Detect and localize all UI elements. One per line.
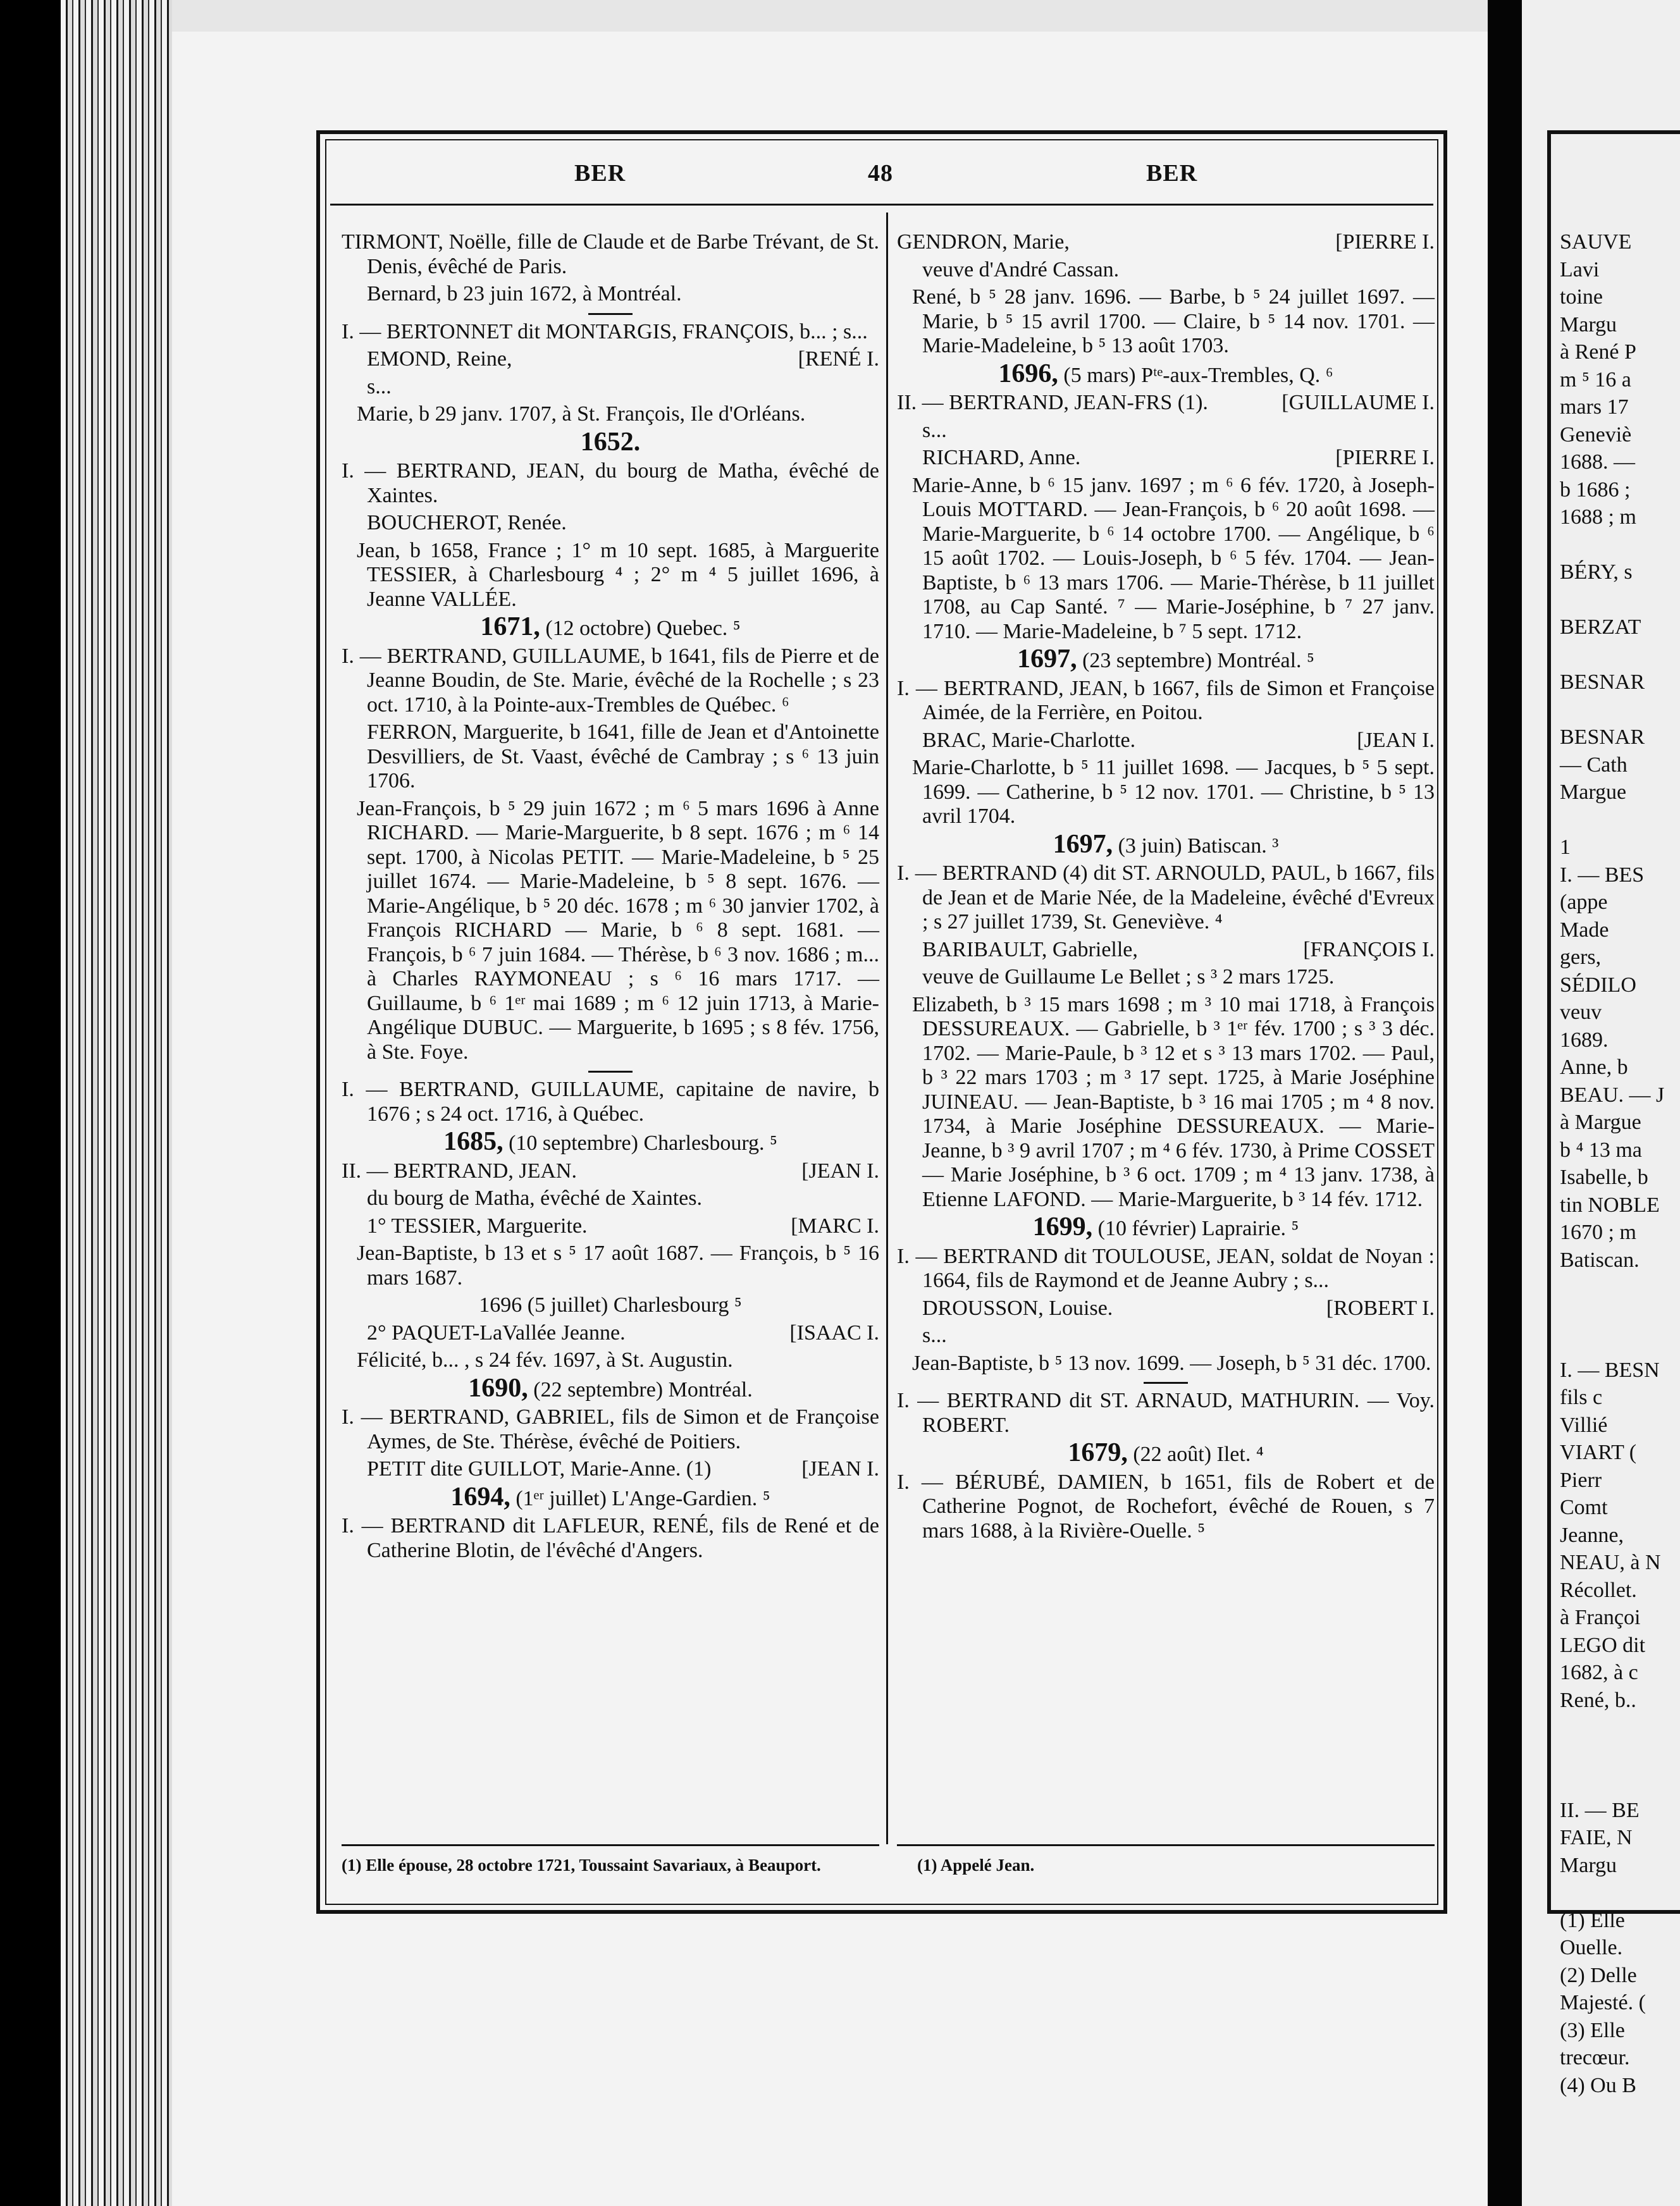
entry-text: 1696 (5 juillet) Charlesbourg ⁵ bbox=[479, 1293, 742, 1317]
next-page-line: b ⁴ 13 ma bbox=[1560, 1138, 1642, 1162]
entry-text: Jean-Baptiste, b 13 et s ⁵ 17 août 1687. — François, b ⁵ 16 mars 1687. bbox=[357, 1242, 879, 1290]
next-page-line: Anne, b bbox=[1560, 1056, 1628, 1079]
next-page-line: m ⁵ 16 a bbox=[1560, 367, 1631, 391]
next-page-line: Villié bbox=[1560, 1413, 1608, 1437]
genealogy-entry-line bbox=[897, 729, 1435, 753]
parent-reference: [FRANÇOIS I. bbox=[1303, 937, 1435, 961]
entry-text: BOUCHEROT, Renée. bbox=[367, 511, 567, 534]
genealogy-entry-line bbox=[342, 230, 879, 279]
entry-text: BARIBAULT, Gabrielle, bbox=[922, 937, 1138, 961]
entry-text: EMOND, Reine, bbox=[367, 347, 512, 371]
next-page-line: I. — BESN bbox=[1560, 1358, 1660, 1382]
genealogy-entry-line bbox=[897, 419, 1435, 443]
entry-text: PETIT dite GUILLOT, Marie-Anne. (1) bbox=[367, 1457, 712, 1481]
next-page-line: BESNAR bbox=[1560, 725, 1645, 749]
year-place: (3 juin) Batiscan. ³ bbox=[1113, 834, 1279, 858]
year-number: 1685, bbox=[443, 1127, 503, 1156]
next-page-line bbox=[1560, 698, 1680, 723]
running-head-left: BER bbox=[574, 160, 626, 187]
year-heading bbox=[897, 1212, 1435, 1242]
year-place: (12 octobre) Quebec. ⁵ bbox=[540, 617, 741, 640]
entry-text: 1° TESSIER, Marguerite. bbox=[367, 1214, 588, 1238]
next-page-line bbox=[1560, 1331, 1680, 1355]
entry-text: Jean, b 1658, France ; 1° m 10 sept. 1685, à Marguerite TESSIER, à Charlesbourg ⁴ ; 2° m ⁴ 5 juillet 1696, à Jeanne VALLÉE. bbox=[357, 538, 879, 611]
next-page-line: fils c bbox=[1560, 1386, 1603, 1409]
next-page-line: (3) Elle bbox=[1560, 2018, 1625, 2042]
next-page-line: trecœur. bbox=[1560, 2046, 1630, 2069]
parent-reference: [PIERRE I. bbox=[1335, 446, 1435, 469]
year-heading bbox=[897, 829, 1435, 859]
entry-separator bbox=[588, 1071, 633, 1073]
genealogy-entry-line bbox=[897, 258, 1435, 283]
genealogy-entry-line bbox=[342, 320, 879, 345]
entry-text: I. — BERTRAND, GUILLAUME, capitaine de navire, b 1676 ; s 24 oct. 1716, à Québec. bbox=[342, 1078, 879, 1126]
right-footnote-rule bbox=[897, 1844, 1435, 1846]
next-page-line: Geneviè bbox=[1560, 422, 1632, 447]
entry-text: I. — BERTRAND, JEAN, du bourg de Matha, évêché de Xaintes. bbox=[342, 459, 879, 507]
year-place: (23 septembre) Montréal. ⁵ bbox=[1077, 649, 1314, 672]
right-column bbox=[897, 230, 1435, 1546]
entry-text: BRAC, Marie-Charlotte. bbox=[922, 728, 1136, 752]
genealogy-entry-line bbox=[897, 1297, 1435, 1321]
next-page-line: FAIE, N bbox=[1560, 1826, 1633, 1849]
next-page-line bbox=[1560, 588, 1680, 613]
year-place: (10 février) Laprairie. ⁵ bbox=[1092, 1217, 1299, 1240]
entry-text: Elizabeth, b ³ 15 mars 1698 ; m ³ 10 mai 1718, à François DESSUREAUX. — Gabrielle, b ³ 1ᵉʳ fév. 1700 ; s ³ 3 déc. 1702. — Marie-Paule, b ³ 12 et s ³ 13 mars 1702. — Paul, b ³ 22 mars 1703 ; m ³ 17 sept. 1725, à Marie Joséphine JUINEAU. — Jean-Baptiste, b ³ 16 mai 1705 ; m ⁴ 8 nov. 1734, à Marie Joséphine DESSUREAUX. — Marie-Jeanne, b ³ 9 avril 1707 ; m ⁴ 6 fév. 1730, à Prime COSSET — Marie Joséphine, b ³ 6 oct. 1709 ; m ⁴ 13 janv. 1738, à Etienne LAFOND. — Marie-Marguerite, b ³ 14 fév. 1712. bbox=[912, 992, 1435, 1211]
year-heading bbox=[897, 644, 1435, 674]
next-page-line: II. — BE bbox=[1560, 1798, 1640, 1822]
next-page-line: BEAU. — J bbox=[1560, 1083, 1665, 1107]
year-place: (1ᵉʳ juillet) L'Ange-Gardien. ⁵ bbox=[510, 1486, 770, 1510]
entry-text: I. — BERTRAND dit ST. ARNAUD, MATHURIN. — Voy. ROBERT. bbox=[897, 1389, 1435, 1437]
next-page-line: VIART ( bbox=[1560, 1441, 1637, 1464]
next-page-line: Jeanne, bbox=[1560, 1523, 1624, 1547]
parent-reference: [GUILLAUME I. bbox=[1282, 391, 1435, 414]
next-page-fragment bbox=[1522, 0, 1680, 2206]
genealogy-entry-line bbox=[342, 402, 879, 427]
genealogy-entry-line bbox=[897, 938, 1435, 963]
book-edge-shadow bbox=[0, 0, 61, 2206]
parent-reference: [JEAN I. bbox=[1357, 728, 1435, 752]
genealogy-entry-line bbox=[897, 446, 1435, 471]
next-page-line: Majesté. ( bbox=[1560, 1991, 1646, 2014]
page-stack-edges bbox=[61, 0, 172, 2206]
genealogy-entry-line bbox=[897, 1352, 1435, 1376]
entry-text: TIRMONT, Noëlle, fille de Claude et de Barbe Trévant, de St. Denis, évêché de Paris. bbox=[342, 230, 879, 278]
next-page-line: toine bbox=[1560, 285, 1603, 309]
next-page-line: NEAU, à N bbox=[1560, 1551, 1661, 1574]
running-head-right: BER bbox=[1146, 160, 1198, 187]
genealogy-entry-line bbox=[897, 474, 1435, 644]
year-number: 1696, bbox=[998, 359, 1058, 388]
entry-text: René, b ⁵ 28 janv. 1696. — Barbe, b ⁵ 24 juillet 1697. — Marie, b ⁵ 15 avril 1700. — Claire, b ⁵ 14 nov. 1701. — Marie-Madeleine, b ⁵ 13 août 1703. bbox=[912, 285, 1435, 357]
next-page-line bbox=[1560, 533, 1680, 558]
next-page-line: Lavi bbox=[1560, 257, 1600, 281]
genealogy-entry-line bbox=[342, 720, 879, 794]
entry-text: FERRON, Marguerite, b 1641, fille de Jean et d'Antoinette Desvilliers, de St. Vaast, évêché de Cambray ; s ⁶ 13 juin 1706. bbox=[367, 720, 879, 792]
entry-text: veuve d'André Cassan. bbox=[922, 257, 1120, 281]
next-page-line: SÉDILO bbox=[1560, 973, 1636, 997]
next-page-line bbox=[1560, 1716, 1680, 1741]
genealogy-entry-line bbox=[897, 677, 1435, 725]
left-footnote: (1) Elle épouse, 28 octobre 1721, Toussaint Savariaux, à Beauport. bbox=[342, 1856, 821, 1875]
next-page-line: b 1686 ; bbox=[1560, 478, 1631, 502]
year-number: 1694, bbox=[450, 1482, 510, 1512]
next-page-line: Margu bbox=[1560, 312, 1617, 336]
entry-text: s... bbox=[922, 1324, 947, 1347]
entry-separator bbox=[588, 313, 633, 315]
year-number: 1690, bbox=[468, 1373, 528, 1403]
entry-text: Marie, b 29 janv. 1707, à St. François, Ile d'Orléans. bbox=[357, 402, 806, 426]
genealogy-entry-line bbox=[342, 1348, 879, 1373]
entry-text: Marie-Charlotte, b ⁵ 11 juillet 1698. — Jacques, b ⁵ 5 sept. 1699. — Catherine, b ⁵ 12 nov. 1701. — Christine, b ⁵ 13 avril 1704. bbox=[912, 756, 1435, 828]
next-page-line bbox=[1560, 1771, 1680, 1796]
header-rule bbox=[330, 204, 1433, 206]
genealogy-entry-line bbox=[342, 1242, 879, 1290]
parent-reference: [RENÉ I. bbox=[798, 347, 879, 371]
genealogy-entry-line bbox=[342, 797, 879, 1065]
book-gutter bbox=[1488, 0, 1522, 2206]
year-heading bbox=[342, 1482, 879, 1512]
genealogy-entry-line bbox=[342, 1214, 879, 1239]
year-number: 1697, bbox=[1053, 829, 1113, 859]
genealogy-entry-line bbox=[897, 756, 1435, 829]
year-number: 1652. bbox=[580, 427, 641, 457]
next-page-line: LEGO dit bbox=[1560, 1633, 1646, 1657]
entry-text: Jean-François, b ⁵ 29 juin 1672 ; m ⁶ 5 mars 1696 à Anne RICHARD. — Marie-Marguerite, b 8 sept. 1676 ; m ⁶ 14 sept. 1700, à Nicolas PETIT. — Marie-Madeleine, b ⁵ 25 juillet 1674. — Marie-Madeleine, b ⁵ 8 sept. 1676. — Marie-Angélique, b ⁵ 20 déc. 1678 ; m ⁶ 30 janvier 1702, à François RICHARD — Marie, b ⁶ 8 sept. 1681. — François, b ⁶ 7 juin 1684. — Thérèse, b ⁶ 3 nov. 1686 ; m... à Charles RAYMONEAU ; s ⁶ 16 mars 1717. — Guillaume, b ⁶ 1ᵉʳ mai 1689 ; m ⁶ 12 juin 1713, à Marie-Angélique DUBUC. — Marguerite, b 1695 ; s 8 fév. 1756, à Ste. Foye. bbox=[357, 796, 879, 1064]
next-page-line: René, b.. bbox=[1560, 1688, 1636, 1712]
entry-text: Bernard, b 23 juin 1672, à Montréal. bbox=[367, 282, 682, 305]
genealogy-entry-line bbox=[897, 1245, 1435, 1293]
genealogy-entry-line bbox=[342, 539, 879, 612]
parent-reference: [JEAN I. bbox=[801, 1457, 879, 1481]
entry-text: I. — BERTRAND (4) dit ST. ARNOULD, PAUL, b 1667, fils de Jean et de Marie Née, de la Madeleine, évêché d'Evreux ; s 27 juillet 1739, St. Geneviève. ⁴ bbox=[897, 861, 1435, 934]
right-footnote: (1) Appelé Jean. bbox=[917, 1856, 1035, 1875]
entry-text: s... bbox=[367, 374, 392, 398]
entry-text: Marie-Anne, b ⁶ 15 janv. 1697 ; m ⁶ 6 fév. 1720, à Joseph-Louis MOTTARD. — Jean-François, b ⁶ 20 août 1698. — Marie-Marguerite, b ⁶ 14 octobre 1700. — Angélique, b ⁶ 15 août 1702. — Louis-Joseph, b ⁶ 5 fév. 1704. — Jean-Baptiste, b ⁶ 13 mars 1706. — Marie-Thérèse, b 11 juillet 1708, au Cap Santé. ⁷ — Marie-Joséphine, b ⁷ 27 janv. 1710. — Marie-Madeleine, b ⁷ 5 sept. 1712. bbox=[912, 473, 1435, 643]
genealogy-entry-line bbox=[342, 1293, 879, 1318]
entry-text: 2° PAQUET-LaVallée Jeanne. bbox=[367, 1321, 626, 1345]
next-page-line: Ouelle. bbox=[1560, 1936, 1623, 1959]
next-page-line: 1 bbox=[1560, 835, 1571, 859]
genealogy-entry-line bbox=[342, 1078, 879, 1126]
column-divider bbox=[886, 213, 888, 1844]
next-page-line: à René P bbox=[1560, 340, 1636, 364]
parent-reference: [ISAAC I. bbox=[789, 1321, 879, 1345]
parent-reference: [ROBERT I. bbox=[1326, 1296, 1435, 1320]
genealogy-entry-line bbox=[897, 1470, 1435, 1544]
next-page-line: — Cath bbox=[1560, 753, 1628, 777]
parent-reference: [MARC I. bbox=[791, 1214, 879, 1238]
next-page-line: veuv bbox=[1560, 1001, 1602, 1024]
entry-text: du bourg de Matha, évêché de Xaintes. bbox=[367, 1186, 702, 1210]
next-page-line bbox=[1560, 1276, 1680, 1300]
next-page-line bbox=[1560, 1881, 1680, 1906]
entry-text: veuve de Guillaume Le Bellet ; s ³ 2 mars 1725. bbox=[922, 965, 1335, 989]
next-page-line: 1670 ; m bbox=[1560, 1221, 1636, 1244]
left-column bbox=[342, 230, 879, 1566]
next-page-line: (appe bbox=[1560, 890, 1608, 914]
next-page-line: BESNAR bbox=[1560, 670, 1645, 694]
entry-text: I. — BERTRAND dit LAFLEUR, RENÉ, fils de René et de Catherine Blotin, de l'évêché d'Angers. bbox=[342, 1514, 879, 1562]
genealogy-entry-line bbox=[342, 375, 879, 400]
next-page-line: à Françoi bbox=[1560, 1606, 1641, 1629]
genealogy-entry-line bbox=[897, 230, 1435, 255]
parent-reference: [JEAN I. bbox=[801, 1159, 879, 1183]
genealogy-entry-line bbox=[897, 993, 1435, 1212]
next-page-line: mars 17 bbox=[1560, 395, 1629, 419]
year-number: 1679, bbox=[1068, 1438, 1128, 1467]
entry-text: I. — BERTRAND dit TOULOUSE, JEAN, soldat de Noyan : 1664, fils de Raymond et de Jeanne Aubry ; s... bbox=[897, 1244, 1435, 1292]
next-page-line bbox=[1560, 1303, 1680, 1328]
parent-reference: [PIERRE I. bbox=[1335, 230, 1435, 254]
next-page-line: 1688. — bbox=[1560, 450, 1635, 474]
next-page-line: Made bbox=[1560, 918, 1609, 942]
next-page-line: 1682, à c bbox=[1560, 1661, 1638, 1684]
year-heading bbox=[342, 1127, 879, 1156]
next-page-line: (4) Ou B bbox=[1560, 2073, 1636, 2097]
genealogy-entry-line bbox=[897, 391, 1435, 416]
year-heading bbox=[897, 359, 1435, 388]
year-place: (5 mars) Pᵗᵉ-aux-Trembles, Q. ⁶ bbox=[1058, 363, 1333, 387]
page-number: 48 bbox=[868, 160, 893, 187]
next-page-line bbox=[1560, 1744, 1680, 1768]
genealogy-entry-line bbox=[342, 511, 879, 536]
next-page-text bbox=[1560, 230, 1680, 2101]
entry-text: GENDRON, Marie, bbox=[897, 230, 1070, 254]
year-number: 1671, bbox=[480, 612, 540, 641]
next-page-line: gers, bbox=[1560, 946, 1602, 969]
genealogy-entry-line bbox=[897, 965, 1435, 990]
year-heading bbox=[897, 1438, 1435, 1467]
next-page-line: (2) Delle bbox=[1560, 1963, 1637, 1987]
next-page-line: SAUVE bbox=[1560, 230, 1632, 254]
entry-text: II. — BERTRAND, JEAN. bbox=[342, 1159, 577, 1183]
genealogy-entry-line bbox=[342, 1405, 879, 1454]
entry-text: II. — BERTRAND, JEAN-FRS (1). bbox=[897, 391, 1208, 414]
next-page-line: I. — BES bbox=[1560, 863, 1645, 887]
next-page-line: à Margue bbox=[1560, 1111, 1641, 1134]
genealogy-entry-line bbox=[342, 1321, 879, 1346]
entry-text: I. — BERTRAND, GABRIEL, fils de Simon et de Françoise Aymes, de Ste. Thérèse, évêché de Poitiers. bbox=[342, 1405, 879, 1453]
year-place: (22 août) Ilet. ⁴ bbox=[1127, 1443, 1264, 1466]
next-page-line: 1688 ; m bbox=[1560, 505, 1636, 529]
entry-text: DROUSSON, Louise. bbox=[922, 1296, 1113, 1320]
year-heading bbox=[342, 427, 879, 457]
year-place: (10 septembre) Charlesbourg. ⁵ bbox=[503, 1131, 777, 1155]
next-page-line: 1689. bbox=[1560, 1028, 1609, 1052]
next-page-line: Isabelle, b bbox=[1560, 1166, 1648, 1189]
entry-text: Jean-Baptiste, b ⁵ 13 nov. 1699. — Joseph, b ⁵ 31 déc. 1700. bbox=[912, 1351, 1431, 1375]
year-number: 1699, bbox=[1032, 1212, 1093, 1242]
genealogy-entry-line bbox=[897, 1324, 1435, 1348]
next-page-line: (1) Elle bbox=[1560, 1908, 1625, 1932]
entry-text: I. — BERTONNET dit MONTARGIS, FRANÇOIS, b... ; s... bbox=[342, 319, 868, 343]
next-page-line: BERZAT bbox=[1560, 615, 1641, 639]
genealogy-entry-line bbox=[897, 285, 1435, 359]
year-place: (22 septembre) Montréal. bbox=[528, 1377, 753, 1402]
genealogy-entry-line bbox=[342, 644, 879, 718]
next-page-line: tin NOBLE bbox=[1560, 1193, 1660, 1217]
year-heading bbox=[342, 612, 879, 641]
genealogy-entry-line bbox=[342, 1159, 879, 1184]
entry-text: I. — BERTRAND, GUILLAUME, b 1641, fils de Pierre et de Jeanne Boudin, de Ste. Marie, évêché de la Rochelle ; s 23 oct. 1710, à la Pointe-aux-Trembles de Québec. ⁶ bbox=[342, 644, 879, 717]
next-page-line: Comt bbox=[1560, 1496, 1608, 1519]
next-page-line: Margu bbox=[1560, 1853, 1617, 1877]
genealogy-entry-line bbox=[342, 347, 879, 372]
genealogy-entry-line bbox=[897, 1389, 1435, 1438]
entry-separator bbox=[1144, 1382, 1188, 1384]
genealogy-entry-line bbox=[342, 459, 879, 508]
genealogy-entry-line bbox=[342, 282, 879, 307]
entry-text: I. — BERTRAND, JEAN, b 1667, fils de Simon et Françoise Aimée, de la Ferrière, en Poitou. bbox=[897, 676, 1435, 724]
year-heading bbox=[342, 1373, 879, 1403]
year-number: 1697, bbox=[1017, 644, 1077, 674]
next-page-line bbox=[1560, 643, 1680, 668]
entry-text: RICHARD, Anne. bbox=[922, 446, 1081, 469]
left-footnote-rule bbox=[342, 1844, 879, 1846]
next-page-line: Margue bbox=[1560, 780, 1627, 804]
next-page-line bbox=[1560, 808, 1680, 833]
genealogy-entry-line bbox=[342, 1514, 879, 1563]
entry-text: I. — BÉRUBÉ, DAMIEN, b 1651, fils de Robert et de Catherine Pognot, de Rochefort, évêché de Rouen, s 7 mars 1688, à la Rivière-Ouelle. ⁵ bbox=[897, 1470, 1435, 1543]
next-page-line: Récollet. bbox=[1560, 1578, 1637, 1602]
genealogy-entry-line bbox=[342, 1457, 879, 1482]
next-page-line: BÉRY, s bbox=[1560, 560, 1633, 584]
entry-text: s... bbox=[922, 418, 947, 442]
next-page-line: Pierr bbox=[1560, 1468, 1602, 1492]
genealogy-entry-line bbox=[897, 861, 1435, 935]
genealogy-entry-line bbox=[342, 1186, 879, 1211]
next-page-line: Batiscan. bbox=[1560, 1248, 1640, 1272]
entry-text: Félicité, b... , s 24 fév. 1697, à St. Augustin. bbox=[357, 1348, 733, 1372]
